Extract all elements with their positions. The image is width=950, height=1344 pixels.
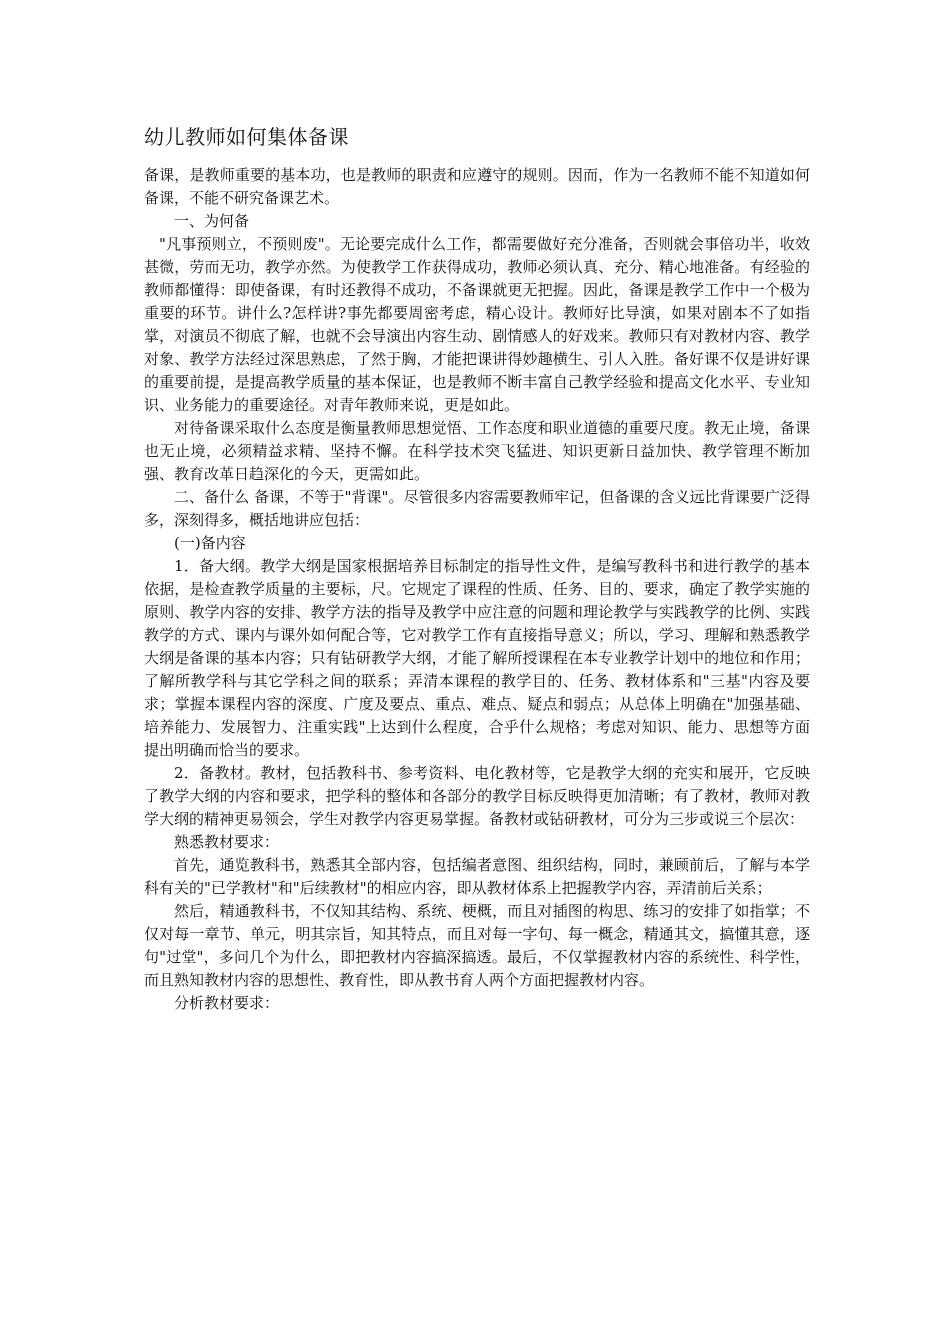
- paragraph-first-step: 首先，通览教科书，熟悉其全部内容，包括编者意图、组织结构，同时，兼顾前后，了解与本学科有关的"已学教材"和"后续教材"的相应内容，即从教材体系上把握教学内容，弄清前后关系；: [144, 856, 810, 897]
- paragraph-intro: 备课，是教师重要的基本功，也是教师的职责和应遵守的规则。因而，作为一名教师不能不知道如何备课，不能不研究备课艺术。: [144, 166, 810, 207]
- heading-prepare-content: (一)备内容: [174, 534, 246, 552]
- heading-analyze-textbook: 分析教材要求：: [174, 994, 280, 1012]
- heading-why-prepare: 一、为何备: [174, 212, 250, 230]
- paragraph-textbook: 2．备教材。教材，包括教科书、参考资料、电化教材等，它是教学大纲的充实和展开，它反映了教学大纲的内容和要求，把学科的整体和各部分的教学目标反映得更加清晰；有了教材，教师对教学大纲的精神更易领会，学生对教学内容更易掌握。备教材或钻研教材，可分为三步或说三个层次：: [144, 764, 810, 828]
- paragraph-what-prepare: 二、备什么 备课，不等于"背课"。尽管很多内容需要教师牢记，但备课的含义远比背课要广泛得多，深刻得多，概括地讲应包括：: [144, 488, 810, 529]
- document-body: [144, 164, 810, 1015]
- paragraph-why-prepare: "凡事预则立，不预则废"。无论要完成什么工作，都需要做好充分准备，否则就会事倍功半，收效甚微，劳而无功，教学亦然。为使教学工作获得成功，教师必须认真、充分、精心地准备。有经验的教师都懂得：即使备课，有时还教得不成功，不备课就更无把握。因此，备课是教学工作中一个极为重要的环节。讲什么?怎样讲?事先都要周密考虑，精心设计。教师好比导演，如果对剧本不了如指掌，对演员不彻底了解，也就不会导演出内容生动、剧情感人的好戏来。教师只有对教材内容、教学对象、教学方法经过深思熟虑，了然于胸，才能把课讲得妙趣横生、引人入胜。备好课不仅是讲好课的重要前提，是提高教学质量的基本保证，也是教师不断丰富自己教学经验和提高文化水平、专业知识、业务能力的重要途径。对青年教师来说，更是如此。: [144, 235, 810, 414]
- document-title: 幼儿教师如何集体备课: [144, 125, 349, 149]
- paragraph-next-step: 然后，精通教科书，不仅知其结构、系统、梗概，而且对插图的构思、练习的安排了如指掌；不仅对每一章节、单元，明其宗旨，知其特点，而且对每一字句、每一概念，精通其文，搞懂其意，逐句"过堂"，多问几个为什么，即把教材内容搞深搞透。最后，不仅掌握教材内容的系统性、科学性，而且熟知教材内容的思想性、教育性，即从教书育人两个方面把握教材内容。: [144, 902, 810, 989]
- heading-familiarize-textbook: 熟悉教材要求：: [174, 833, 280, 851]
- paragraph-attitude: 对待备课采取什么态度是衡量教师思想觉悟、工作态度和职业道德的重要尺度。教无止境，备课也无止境，必须精益求精、坚持不懈。在科学技术突飞猛进、知识更新日益加快、教学管理不断加强、教育改革日趋深化的今天，更需如此。: [144, 419, 810, 483]
- paragraph-syllabus: 1．备大纲。教学大纲是国家根据培养目标制定的指导性文件，是编写教科书和进行教学的基本依据，是检查教学质量的主要标，尺。它规定了课程的性质、任务、目的、要求，确定了教学实施的原则、教学内容的安排、教学方法的指导及教学中应注意的问题和理论教学与实践教学的比例、实践教学的方式、课内与课外如何配合等，它对教学工作有直接指导意义；所以，学习、理解和熟悉教学大纲是备课的基本内容；只有钻研教学大纲，才能了解所授课程在本专业教学计划中的地位和作用；了解所教学科与其它学科之间的联系；弄清本课程的教学目的、任务、教材体系和"三基"内容及要求；掌握本课程内容的深度、广度及要点、重点、难点、疑点和弱点；从总体上明确在"加强基础、培养能力、发展智力、注重实践"上达到什么程度，合乎什么规格；考虑对知识、能力、思想等方面提出明确而恰当的要求。: [144, 557, 810, 759]
